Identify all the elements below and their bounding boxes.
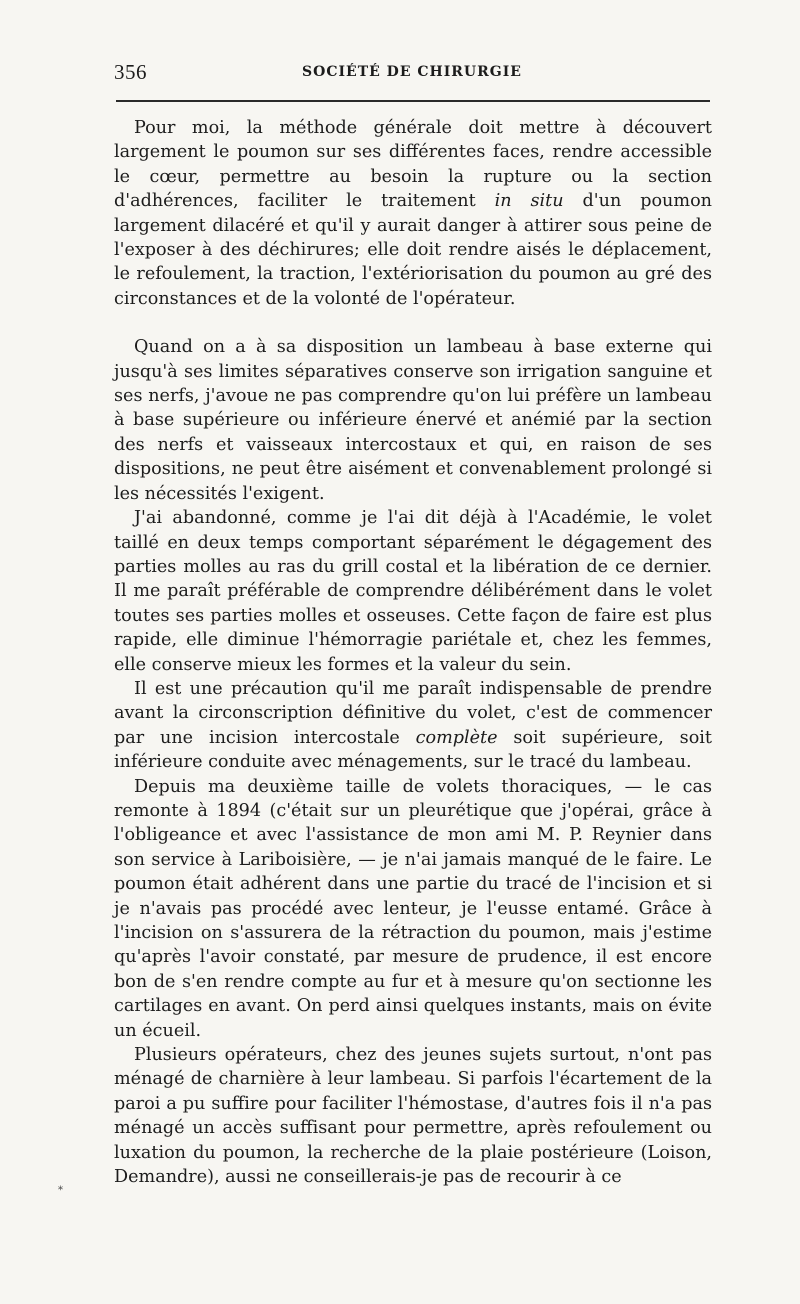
paragraph-text: Plusieurs opérateurs, chez des jeunes sujets surtout, n'ont pas ménagé de charnière à leur lambeau. Si parfois l'écartement de la paroi a pu suffire pour faciliter l'hémostase, d'autres fois il n'a pas ménagé un accès suffisant pour permettre, après refoulement ou luxation du poumon, la recherche de la plaie postérieure (Loison, Demandre), aussi ne conseillerais-je pas de recourir à ce (114, 1045, 712, 1188)
page-number: 356 (114, 60, 147, 84)
paragraph (114, 335, 712, 506)
paragraph-text: Quand on a à sa disposition un lambeau à base externe qui jusqu'à ses limites séparatives conserve son irrigation sanguine et ses nerfs, j'avoue ne pas comprendre qu'on lui préfère un lambeau à base supérieure ou inférieure énervé et anémié par la section des nerfs et vaisseaux intercostaux et qui, en raison de ses dispositions, ne peut être aisément et convenablement prolongé si les nécessités l'exigent. (114, 337, 712, 504)
paragraph (114, 506, 712, 677)
paragraph-text: J'ai abandonné, comme je l'ai dit déjà à l'Académie, le volet taillé en deux temps comportant séparément le dégagement des parties molles au ras du grill costal et la libération de ce dernier. Il me paraît préférable de comprendre délibérément dans le volet toutes ses parties molles et osseuses. Cette façon de faire est plus rapide, elle diminue l'hémorragie pariétale et, chez les femmes, elle conserve mieux les formes et la valeur du sein. (114, 508, 712, 675)
paragraph-text: soit supérieure, soit inférieure conduite avec ménagements, sur le tracé du lambeau. (114, 727, 712, 773)
running-title: SOCIÉTÉ DE CHIRURGIE (302, 64, 522, 80)
page-header (114, 60, 710, 90)
margin-mark: * (58, 1185, 63, 1196)
paragraph-text: Pour moi, la méthode générale doit mettre à découvert largement le poumon sur ses différentes faces, rendre accessible le cœur, permettre au besoin la rupture ou la section d'adhérences, faciliter le traitement (114, 118, 712, 212)
paragraph-text: Depuis ma deuxième taille de volets thoraciques, — le cas remonte à 1894 (c'était sur un pleurétique que j'opérai, grâce à l'obligeance et avec l'assistance de mon ami M. P. Reynier dans son service à Lariboisière, — je n'ai jamais manqué de le faire. Le poumon était adhérent dans une partie du tracé de l'incision et si je n'avais pas procédé avec lenteur, je l'eusse entamé. Grâce à l'incision on s'assurera de la rétraction du poumon, mais j'estime qu'après l'avoir constaté, par mesure de prudence, il est encore bon de s'en rendre compte au fur et à mesure qu'on sectionne les cartilages en avant. On perd ainsi quelques instants, mais on évite un écueil. (114, 776, 712, 1041)
italic-text: in situ (494, 191, 564, 212)
italic-text: complète (415, 727, 498, 748)
paragraph (114, 677, 712, 775)
paragraph-text: Il est une précaution qu'il me paraît indispensable de prendre avant la circonscription définitive du volet, c'est de commencer par une incision intercostale (114, 678, 712, 748)
body-text (114, 116, 712, 1189)
paragraph (114, 1043, 712, 1189)
paragraph-text: d'un poumon largement dilacéré et qu'il y aurait danger à attirer sous peine de l'exposer à des déchirures; elle doit rendre aisés le déplacement, le refoulement, la traction, l'extériorisation du poumon au gré des circonstances et de la volonté de l'opérateur. (114, 191, 712, 309)
header-rule (116, 100, 710, 102)
paragraph (114, 775, 712, 1043)
paragraph (114, 116, 712, 311)
